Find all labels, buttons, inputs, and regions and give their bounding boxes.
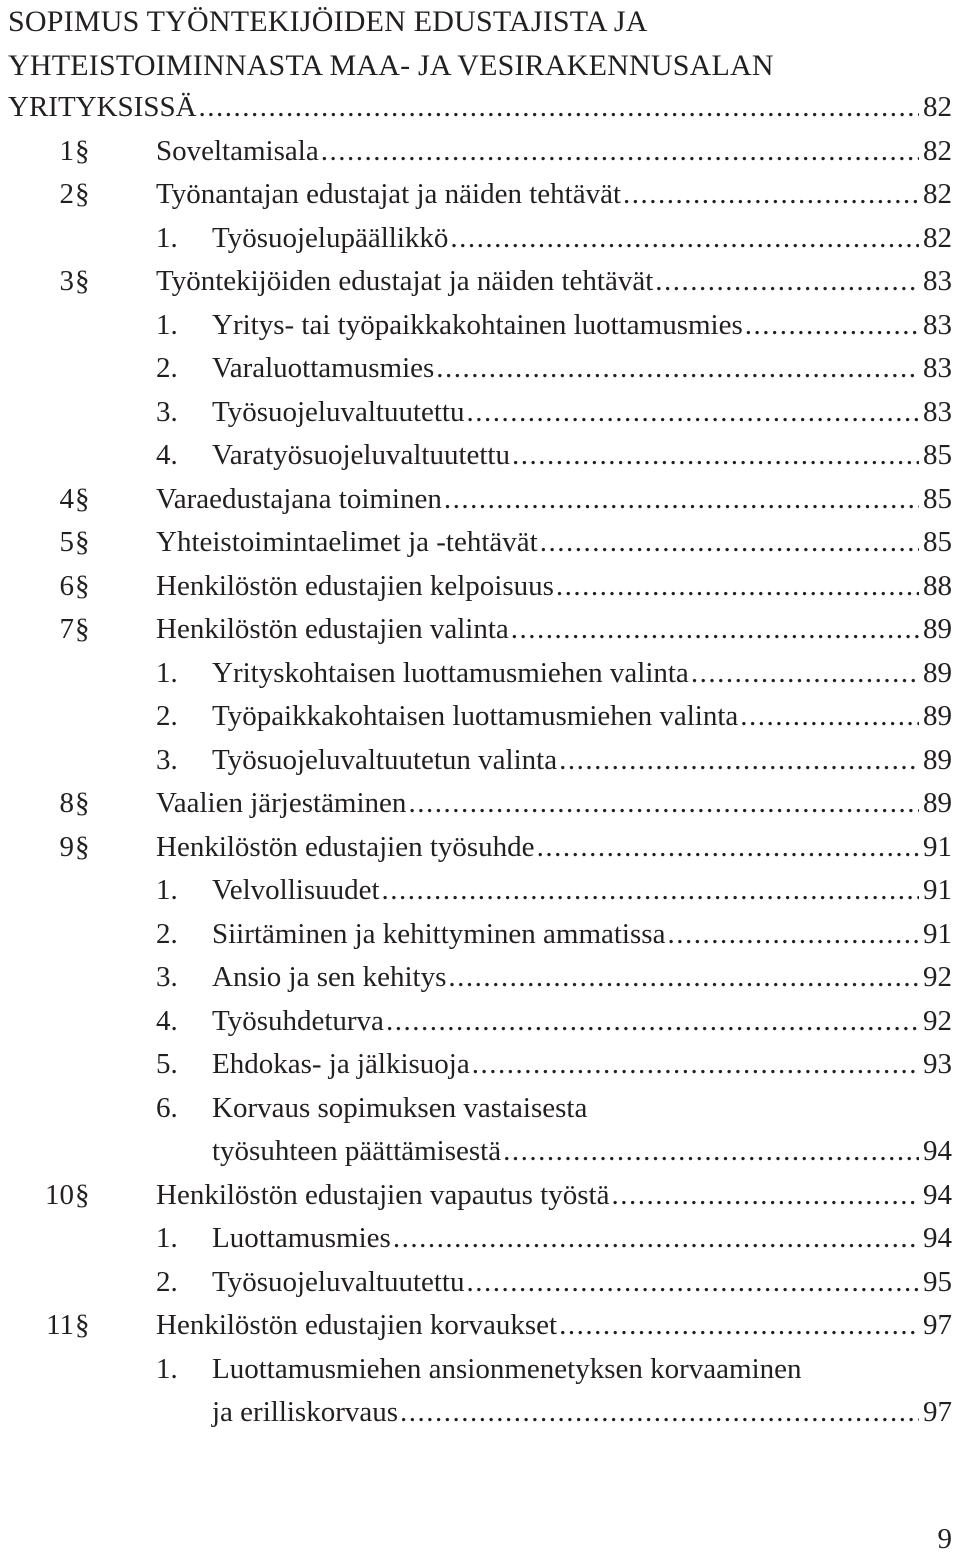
- toc-entry-content: [212, 652, 952, 696]
- toc-subsection-entry: [0, 956, 960, 1000]
- toc-entry-title: Työnantajan edustajat ja näiden tehtävät: [156, 178, 622, 210]
- dot-leader: [691, 652, 919, 696]
- table-of-contents: [0, 86, 960, 1435]
- toc-entry-title: Yritys- tai työpaikkakohtainen luottamusmies: [212, 308, 743, 341]
- section-number: 8: [59, 787, 74, 819]
- section-number: 6: [59, 569, 74, 602]
- toc-section-entry: [0, 1174, 960, 1218]
- toc-page-number: 89: [923, 700, 952, 732]
- dot-leader: [655, 260, 919, 304]
- subsection-number: 1.: [156, 1352, 178, 1385]
- toc-page-number: 92: [923, 961, 952, 993]
- toc-page-number: 85: [923, 482, 952, 515]
- toc-entry-content: [212, 1130, 952, 1174]
- toc-entry-content: [212, 347, 952, 391]
- section-sign: §: [75, 482, 90, 515]
- section-sign: §: [75, 787, 90, 819]
- toc-entry-title: ja erilliskorvaus: [212, 1396, 399, 1428]
- dot-leader: [503, 1130, 919, 1174]
- toc-page-number: 82: [923, 221, 952, 254]
- dot-leader: [512, 434, 919, 478]
- toc-title-line: SOPIMUS TYÖNTEKIJÖIDEN EDUSTAJISTA JA: [8, 5, 648, 38]
- toc-entry-content: [212, 217, 952, 261]
- section-sign: §: [75, 830, 90, 863]
- subsection-number: 3.: [156, 961, 178, 993]
- dot-leader: [393, 1217, 919, 1261]
- toc-subsection-entry: [0, 869, 960, 913]
- toc-entry-title: Siirtäminen ja kehittyminen ammatissa: [212, 917, 666, 950]
- subsection-number: 2.: [156, 917, 178, 950]
- toc-entry-title: Luottamusmiehen ansionmenetyksen korvaaminen: [212, 1352, 802, 1385]
- toc-entry-title: Työsuojeluvaltuutetun valinta: [212, 743, 558, 776]
- toc-entry-title: Työpaikkakohtaisen luottamusmiehen valinta: [212, 700, 739, 732]
- dot-leader: [667, 913, 919, 957]
- toc-section-entry: [0, 173, 960, 217]
- toc-page-number: 88: [923, 569, 952, 602]
- toc-entry-title: Henkilöstön edustajien korvaukset: [156, 1309, 558, 1341]
- dot-leader: [559, 1304, 919, 1348]
- dot-leader: [472, 1043, 919, 1087]
- toc-subsection-entry: [0, 1217, 960, 1261]
- subsection-number: 1.: [156, 1222, 178, 1254]
- toc-entry-title: Työntekijöiden edustajat ja näiden tehtävät: [156, 265, 654, 297]
- subsection-number: 4.: [156, 439, 178, 471]
- toc-entry-title: Velvollisuudet: [212, 874, 380, 906]
- section-number: 11: [46, 1309, 74, 1341]
- dot-leader: [386, 1000, 919, 1044]
- page-number: 9: [937, 1523, 952, 1555]
- toc-entry-content: [212, 695, 952, 739]
- toc-subsection-entry: [0, 1348, 960, 1392]
- toc-entry-content: [156, 478, 952, 522]
- toc-section-entry: [0, 782, 960, 826]
- toc-subsection-entry: [0, 217, 960, 261]
- toc-entry-content: [156, 608, 952, 652]
- toc-entry-content: [212, 1000, 952, 1044]
- toc-page-number: 82: [923, 134, 952, 167]
- toc-page-number: 92: [923, 1004, 952, 1037]
- toc-title-line: YRITYKSISSÄ: [8, 91, 197, 123]
- toc-page-number: 83: [923, 352, 952, 384]
- toc-entry-content: [212, 1217, 952, 1261]
- subsection-number: 2.: [156, 352, 178, 384]
- toc-entry-title: Varaedustajana toiminen: [156, 482, 442, 515]
- toc-entry-content: [212, 913, 952, 957]
- toc-page-number: 94: [923, 1135, 952, 1167]
- toc-entry-content: [212, 434, 952, 478]
- toc-entry-title: työsuhteen päättämisestä: [212, 1135, 502, 1167]
- toc-page-number: 85: [923, 526, 952, 558]
- section-sign: §: [75, 178, 90, 210]
- toc-entry-content: [212, 304, 952, 348]
- toc-section-entry: [0, 1304, 960, 1348]
- toc-subsection-entry: [0, 391, 960, 435]
- toc-entry-title: Työsuojeluvaltuutettu: [212, 1265, 465, 1298]
- dot-leader: [511, 608, 919, 652]
- dot-leader: [382, 869, 919, 913]
- toc-entry-content: [212, 1391, 952, 1435]
- dot-leader: [623, 173, 919, 217]
- subsection-number: 1.: [156, 656, 178, 689]
- toc-entry-title: Henkilöstön edustajien valinta: [156, 613, 509, 645]
- toc-page-number: 97: [923, 1309, 952, 1341]
- dot-leader: [611, 1174, 919, 1218]
- toc-subsection-entry: [0, 695, 960, 739]
- subsection-number: 5.: [156, 1048, 178, 1080]
- toc-page-number: 83: [923, 308, 952, 341]
- toc-page-number: 91: [923, 874, 952, 906]
- subsection-number: 3.: [156, 743, 178, 776]
- subsection-number: 1.: [156, 874, 178, 906]
- toc-page-number: 97: [923, 1396, 952, 1428]
- toc-subsection-entry: [0, 1087, 960, 1131]
- section-number: 3: [59, 265, 74, 297]
- toc-section-entry: [0, 608, 960, 652]
- toc-page-number: 93: [923, 1048, 952, 1080]
- toc-subsection-entry: [0, 739, 960, 783]
- toc-subsection-entry: [0, 347, 960, 391]
- toc-subsection-entry: [0, 1391, 960, 1435]
- toc-entry-title: Yhteistoimintaelimet ja -tehtävät: [156, 526, 538, 558]
- toc-section-entry: [0, 260, 960, 304]
- toc-entry-content: [212, 739, 952, 783]
- toc-entry-content: [212, 1087, 587, 1131]
- dot-leader: [745, 304, 919, 348]
- toc-entry-content: [156, 826, 952, 870]
- section-sign: §: [75, 613, 90, 645]
- toc-entry-content: [156, 1174, 952, 1218]
- toc-subsection-entry: [0, 1130, 960, 1174]
- toc-section-entry: [0, 130, 960, 174]
- subsection-number: 1.: [156, 308, 178, 341]
- toc-title-last-line: [0, 86, 960, 130]
- toc-subsection-entry: [0, 652, 960, 696]
- section-sign: §: [75, 1178, 90, 1211]
- toc-entry-content: [156, 782, 952, 826]
- toc-page-number: 94: [923, 1178, 952, 1211]
- toc-subsection-entry: [0, 913, 960, 957]
- toc-entry-title: Vaalien järjestäminen: [156, 787, 407, 819]
- toc-subsection-entry: [0, 304, 960, 348]
- toc-subsection-entry: [0, 1000, 960, 1044]
- toc-entry-content: [212, 1043, 952, 1087]
- toc-page-number: 89: [923, 656, 952, 689]
- subsection-number: 4.: [156, 1004, 178, 1037]
- dot-leader: [450, 217, 919, 261]
- toc-section-entry: [0, 478, 960, 522]
- toc-page-number: 83: [923, 395, 952, 428]
- section-number: 9: [59, 830, 74, 863]
- toc-subsection-entry: [0, 434, 960, 478]
- toc-entry-title: Työsuojelupäällikkö: [212, 221, 449, 254]
- section-number: 2: [59, 178, 74, 210]
- toc-entry-content: [156, 1304, 952, 1348]
- toc-entry-title: Soveltamisala: [156, 134, 319, 167]
- toc-page-number: 89: [923, 613, 952, 645]
- toc-page-number: 94: [923, 1222, 952, 1254]
- dot-leader: [448, 956, 919, 1000]
- toc-entry-title: Työsuhdeturva: [212, 1004, 384, 1037]
- toc-entry-title: Henkilöstön edustajien työsuhde: [156, 830, 535, 863]
- toc-entry-content: [212, 391, 952, 435]
- toc-entry-content: [212, 1261, 952, 1305]
- toc-entry-content: [156, 565, 952, 609]
- toc-section-entry: [0, 826, 960, 870]
- toc-entry-content: [212, 869, 952, 913]
- dot-leader: [467, 1261, 920, 1305]
- section-number: 4: [59, 482, 74, 515]
- toc-page-number: 82: [923, 178, 952, 210]
- toc-page-number: 83: [923, 265, 952, 297]
- toc-title-line: YHTEISTOIMINNASTA MAA- JA VESIRAKENNUSALAN: [8, 48, 774, 82]
- toc-page-number: 91: [923, 917, 952, 950]
- subsection-number: 1.: [156, 221, 178, 254]
- dot-leader: [467, 391, 920, 435]
- section-sign: §: [75, 569, 90, 602]
- toc-page-number: 91: [923, 830, 952, 863]
- dot-leader: [408, 782, 919, 826]
- toc-entry-content: [212, 1348, 802, 1392]
- section-sign: §: [75, 1309, 90, 1341]
- toc-entry-content: [212, 956, 952, 1000]
- toc-page-number: 95: [923, 1265, 952, 1298]
- toc-entry-title: Ehdokas- ja jälkisuoja: [212, 1048, 470, 1080]
- toc-entry-title: Varaluottamusmies: [212, 352, 435, 384]
- toc-entry-title: Henkilöstön edustajien kelpoisuus: [156, 569, 554, 602]
- toc-subsection-entry: [0, 1261, 960, 1305]
- dot-leader: [556, 565, 919, 609]
- toc-entry-title: Yrityskohtaisen luottamusmiehen valinta: [212, 656, 689, 689]
- subsection-number: 2.: [156, 1265, 178, 1298]
- subsection-number: 3.: [156, 395, 178, 428]
- dot-leader: [559, 739, 919, 783]
- section-sign: §: [75, 134, 90, 167]
- toc-entry-content: [156, 173, 952, 217]
- toc-page-number: 89: [923, 787, 952, 819]
- section-sign: §: [75, 265, 90, 297]
- toc-entry-title: Henkilöstön edustajien vapautus työstä: [156, 1178, 610, 1211]
- subsection-number: 6.: [156, 1091, 178, 1124]
- toc-entry-title: Ansio ja sen kehitys: [212, 961, 447, 993]
- toc-entry-content: [156, 130, 952, 174]
- toc-section-entry: [0, 565, 960, 609]
- toc-subsection-entry: [0, 1043, 960, 1087]
- toc-entry-title: Työsuojeluvaltuutettu: [212, 395, 465, 428]
- toc-page-number: 89: [923, 743, 952, 776]
- toc-title: [8, 0, 838, 87]
- dot-leader: [537, 826, 919, 870]
- toc-entry-title: Korvaus sopimuksen vastaisesta: [212, 1091, 588, 1124]
- toc-page-number: 82: [923, 91, 952, 123]
- toc-entry-content: [8, 86, 952, 130]
- section-number: 7: [59, 613, 74, 645]
- toc-section-entry: [0, 521, 960, 565]
- dot-leader: [400, 1391, 919, 1435]
- subsection-number: 2.: [156, 700, 178, 732]
- dot-leader: [321, 130, 919, 174]
- section-sign: §: [75, 526, 90, 558]
- dot-leader: [740, 695, 919, 739]
- section-number: 5: [59, 526, 74, 558]
- section-number: 1: [59, 134, 74, 167]
- toc-entry-title: Luottamusmies: [212, 1222, 391, 1254]
- dot-leader: [436, 347, 919, 391]
- toc-entry-title: Varatyösuojeluvaltuutettu: [212, 439, 510, 471]
- section-number: 10: [45, 1178, 74, 1211]
- toc-entry-content: [156, 260, 952, 304]
- dot-leader: [540, 521, 919, 565]
- dot-leader: [444, 478, 919, 522]
- toc-entry-content: [156, 521, 952, 565]
- toc-page-number: 85: [923, 439, 952, 471]
- dot-leader: [199, 86, 919, 130]
